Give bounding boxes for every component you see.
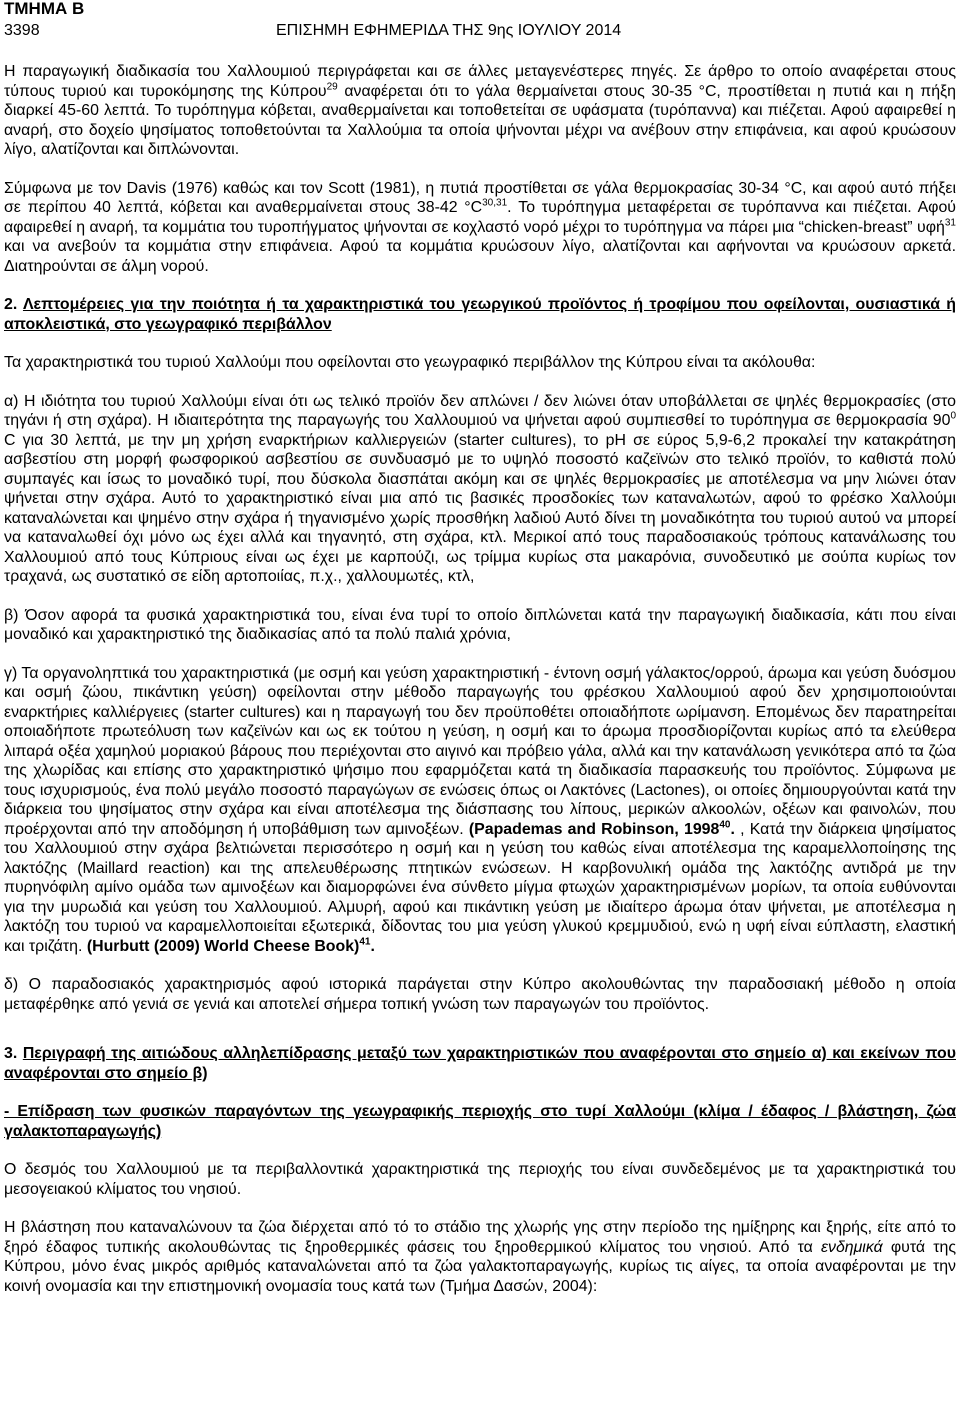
footnote-ref: 31 (944, 217, 956, 229)
header-row (4, 22, 960, 42)
gazette-title: ΕΠΙΣΗΜΗ ΕΦΗΜΕΡΙΔΑ ΤΗΣ 9ης ΙΟΥΛΙΟΥ 2014 (276, 22, 622, 39)
paragraph-item-d: δ) Ο παραδοσιακός χαρακτηρισμός αφού ιστορικά παράγεται στην Κύπρο ακολουθώντας την παραδοσιακή μέθοδο η οποία μεταφέρθηκε από γενιά σε γενιά και αποτελεί σήμερα τοπική γνώση των παραγωγών του προϊόντος. (4, 976, 956, 1013)
footnote-ref: 0 (950, 410, 956, 422)
subheading-natural-factors: - Επίδραση των φυσικών παραγόντων της γεωγραφικής περιοχής στο τυρί Χαλλούμι (κλίμα / έδαφος / βλάστηση, ζώα γαλακτοπαραγωγής) (4, 1103, 956, 1140)
paragraph-item-b: β) Όσον αφορά τα φυσικά χαρακτηριστικά του, είναι ένα τυρί το οποίο διπλώνεται κατά την παραγωγική διαδικασία, κάτι που είναι μοναδικό και χαρακτηριστικό της διαδικασίας από τα πολύ παλιά χρόνια, (4, 606, 956, 643)
paragraph-climate-link: Ο δεσμός του Χαλλουμιού με τα περιβαλλοντικά χαρακτηριστικά της περιοχής του είναι συνδεδεμένος με τα χαρακτηριστικά του μεσογειακού κλίματος του νησιού. (4, 1161, 956, 1198)
footnote-ref: 30,31 (482, 197, 508, 209)
document-body (4, 62, 956, 1296)
page-header (4, 0, 960, 42)
paragraph-davis-scott: Σύμφωνα με τον Davis (1976) καθώς και τον Scott (1981), η πυτιά προστίθεται σε γάλα θερμοκρασίας 30-34 °C, και αφού αυτό πήξει σε περίπου 40 λεπτά, κόβεται και αναθερμαίνεται στους 38-42 $^\circ C^{30,31}$. Το τυρόπηγμα μεταφέρεται σε τυρόπαννα και πιέζεται. Αφού αφαιρεθεί η αναρή, τα κομμάτια του τυροπήγματος ψήνονται σε κοχλαστό νορό μέχρι το τυρόπηγμα να πάρει μια “chicken-breast” υφή$^{31}$ και να ανεβούν τα κομμάτια στην επιφάνεια. Αφού τα κομμάτια κρυώσουν λίγο, αλατίζονται και αφήνονται να κρυώσουν αρκετά. Διατηρούνται σε άλμη νορού. (4, 179, 956, 275)
section-heading-3: 3. Περιγραφή της αιτιώδους αλληλεπίδρασης μεταξύ των χαρακτηριστικών που αναφέρονται στο σημείο α) και εκείνων που αναφέρονται στο σημείο β) (4, 1045, 956, 1082)
page-number: 3398 (4, 22, 40, 39)
paragraph-item-a: α) Η ιδιότητα του τυριού Χαλλούμι είναι ότι ως τελικό προϊόν δεν απλώνει / δεν λιώνει όταν υποβάλλεται σε ψηλές θερμοκρασίες (στο τηγάνι ή στη σχάρα). Η ιδιαιτερότητα της παραγωγής του Χαλλουμιού να ψήνεται αφού συμπιεσθεί το τυρόπηγμα σε θερμοκρασία $90^0$ C για 30 λεπτά, με την μη χρήση εναρκτήριων καλλιεργειών (starter cultures), το pH σε εύρος 5,9-6,2 προκαλεί την κατακράτηση ασβεστίου στη μορφή φωσφορικού ασβεστίου σε συνδυασμό με το υψηλό ποσοστό καζεϊνών στο τελικό προϊόν, το καθιστά πολύ συμπαγές και ίσως το μοναδικό τυρί, που δύσκολα διασπάται ακόμη και σε ψηλές θερμοκρασίες με αποτέλεσμα να μην λιώνει όταν ψήνεται στην σχάρα. Αυτό το χαρακτηριστικό είναι μια από τις βασικές προσδοκίες των καταναλωτών, αφού το φρέσκο Χαλλούμι καταναλώνεται και ψημένο στην σχάρα ή τηγανισμένο χωρίς προσθήκη λαδιού Αυτό δίνει τη μοναδικότητα του τυριού αυτού να μπορεί να καταναλωθεί όχι μόνο ως έχει αλλά και τηγανητό, στη σχάρα, κτλ. Μερικοί από τους παραδοσιακούς τρόπους κατανάλωσης του Χαλλουμιού από τους Κύπριους είναι ως έχει με καρπούζι, ως τρίμμα κυρίως στα μακαρόνια, συνοδευτικό με σούπα κυρίως τον τραχανά, ως συστατικό σε είδη αρτοποιίας, π.χ., χαλλουμωτές, κτλ, (4, 392, 956, 585)
section-label: ΤΜΗΜΑ Β (4, 0, 85, 18)
footnote-ref: 40 (719, 819, 731, 831)
paragraph-characteristics-intro: Τα χαρακτηριστικά του τυριού Χαλλούμι που οφείλονται στο γεωγραφικό περιβάλλον της Κύπρου είναι τα ακόλουθα: (4, 354, 816, 371)
paragraph-item-c: γ) Τα οργανοληπτικά του χαρακτηριστικά (με οσμή και γεύση χαρακτηριστική - έντονη οσμή γάλακτος/ορρού, άρωμα και γεύση δυόσμου και οσμή ζώου, πικάντικη γεύση) οφείλονται στην μέθοδο παραγωγής του φρέσκου Χαλλουμιού αφού δεν χρησιμοποιούνται εναρκτήριες καλλιέργειες (starter cultures) και η παραγωγή του δεν προϋποθέτει οποιαδήποτε ωρίμανση. Επομένως δεν παρατηρείται οποιαδήποτε πρωτεόλυση των καζεϊνών και ως εκ τούτου η γεύση, η οσμή και το άρωμα προσδιορίζονται κυρίως από τα ελεύθερα λιπαρά οξέα χαμηλού μοριακού βάρους που περιέχονται στο αιγινό και πρόβειο γάλα, αλλά και την κατανάλωση γενικότερα από τα ζώα της χλωρίδας και επίσης στο χαρακτηριστικό ψήσιμο που εφαρμόζεται κατά τη διαδικασία παρασκευής του προϊόντος. Σύμφωνα με τους ισχυρισμούς, ένα πολύ μεγάλο ποσοστό παραγώγων σε ενώσεις όπως οι Λακτόνες (Lactones), οι οποίες δημιουργούνται κατά την διάρκεια του ψησίματος στην σχάρα και είναι αποτέλεσμα της διάσπασης του λίπους, μερικών αλκοολών, οξέων και φαινολών, που προέρχονται από την αποδόμηση ή υποβάθμιση των αμινοξέων. (Papademas and Robinson, 1998$^{40}$. , Κατά την διάρκεια ψησίματος του Χαλλουμιού στην σχάρα βελτιώνεται περισσότερο η οσμή και η γεύση του καθώς είναι αποτέλεσμα της καραμελλοποίησης της λακτόζης (Maillard reaction) και της απελευθέρωσης πτητικών ενώσεων. Η καρβονυλική ομάδα της λακτόζης αντιδρά με την πυρηνόφιλη αμίνο ομάδα των αμινοξέων και διαμορφώνει ένα σύνθετο μίγμα φτωχών χαρακτηρισμένων μορίων, τα οποία ευθύνονται για την μυρωδιά και γεύση του Χαλλουμιού. Αλμυρή, αφού και πικάντικη γεύση με ιδιαίτερο άρωμα όταν ψήνεται, με αποτέλεσμα η λακτόζη του τυριού να καραμελλοποιείται εξωτερικά, δίδοντας του μια γεύση γλυκού κρεμμυδιού, ενώ η υφή είναι εύπλαστη, ελαστική και τριζάτη. (Hurbutt (2009) World Cheese Book)$^{41}$. (4, 664, 956, 955)
paragraph-production-sources: Η παραγωγική διαδικασία του Χαλλουμιού περιγράφεται και σε άλλες μεταγενέστερες πηγές. Σε άρθρο το οποίο αναφέρεται στους τύπους τυριού και τυροκόμησης της Κύπρου$^{29}$ αναφέρεται ότι το γάλα θερμαίνεται στους 30-35 °C, προστίθεται η πυτιά και η πήξη διαρκεί 45-60 λεπτά. Το τυρόπηγμα κόβεται, αναθερμαίνεται και τοποθετείται σε υφάσματα (τυρόπαννα) και πιέζεται. Αφού αφαιρεθεί η αναρή, στο δοχείο ψησίματος τοποθετούνται τα Χαλλούμια τα οποία ψήνονται μέχρι να ανέβουν στην επιφάνεια, και αφού κρυώσουν λίγο, αλατίζονται και διπλώνονται. (4, 63, 956, 158)
section-heading-2: 2. Λεπτομέρειες για την ποιότητα ή τα χαρακτηριστικά του γεωργικού προϊόντος ή τροφίμου που οφείλονται, ουσιαστικά ή αποκλειστικά, στο γεωγραφικό περιβάλλον (4, 296, 956, 333)
footnote-ref: 29 (326, 81, 338, 93)
footnote-ref: 41 (359, 936, 371, 948)
paragraph-vegetation: Η βλάστηση που καταναλώνουν τα ζώα διέρχεται από τό το στάδιο της χλωρής γης στην περίοδο της ημίξηρης και ξηρής, είτε από το ξηρό έδαφος τυπικής ακολουθώντας τις ξηροθερμικές φάσεις του ξηροθερμικού κλίματος του νησιού. Από τα ενδημικά φυτά της Κύπρου, μόνο ένας μικρός αριθμός καταναλώνεται από τα ζώα γαλακτοπαραγωγής, κυρίως τις αίγες, τα οποία αναφέρονται με την κοινή ονομασία και την επιστημονική ονομασία τους κατά των (Τμήμα Δασών, 2004): (4, 1219, 956, 1295)
